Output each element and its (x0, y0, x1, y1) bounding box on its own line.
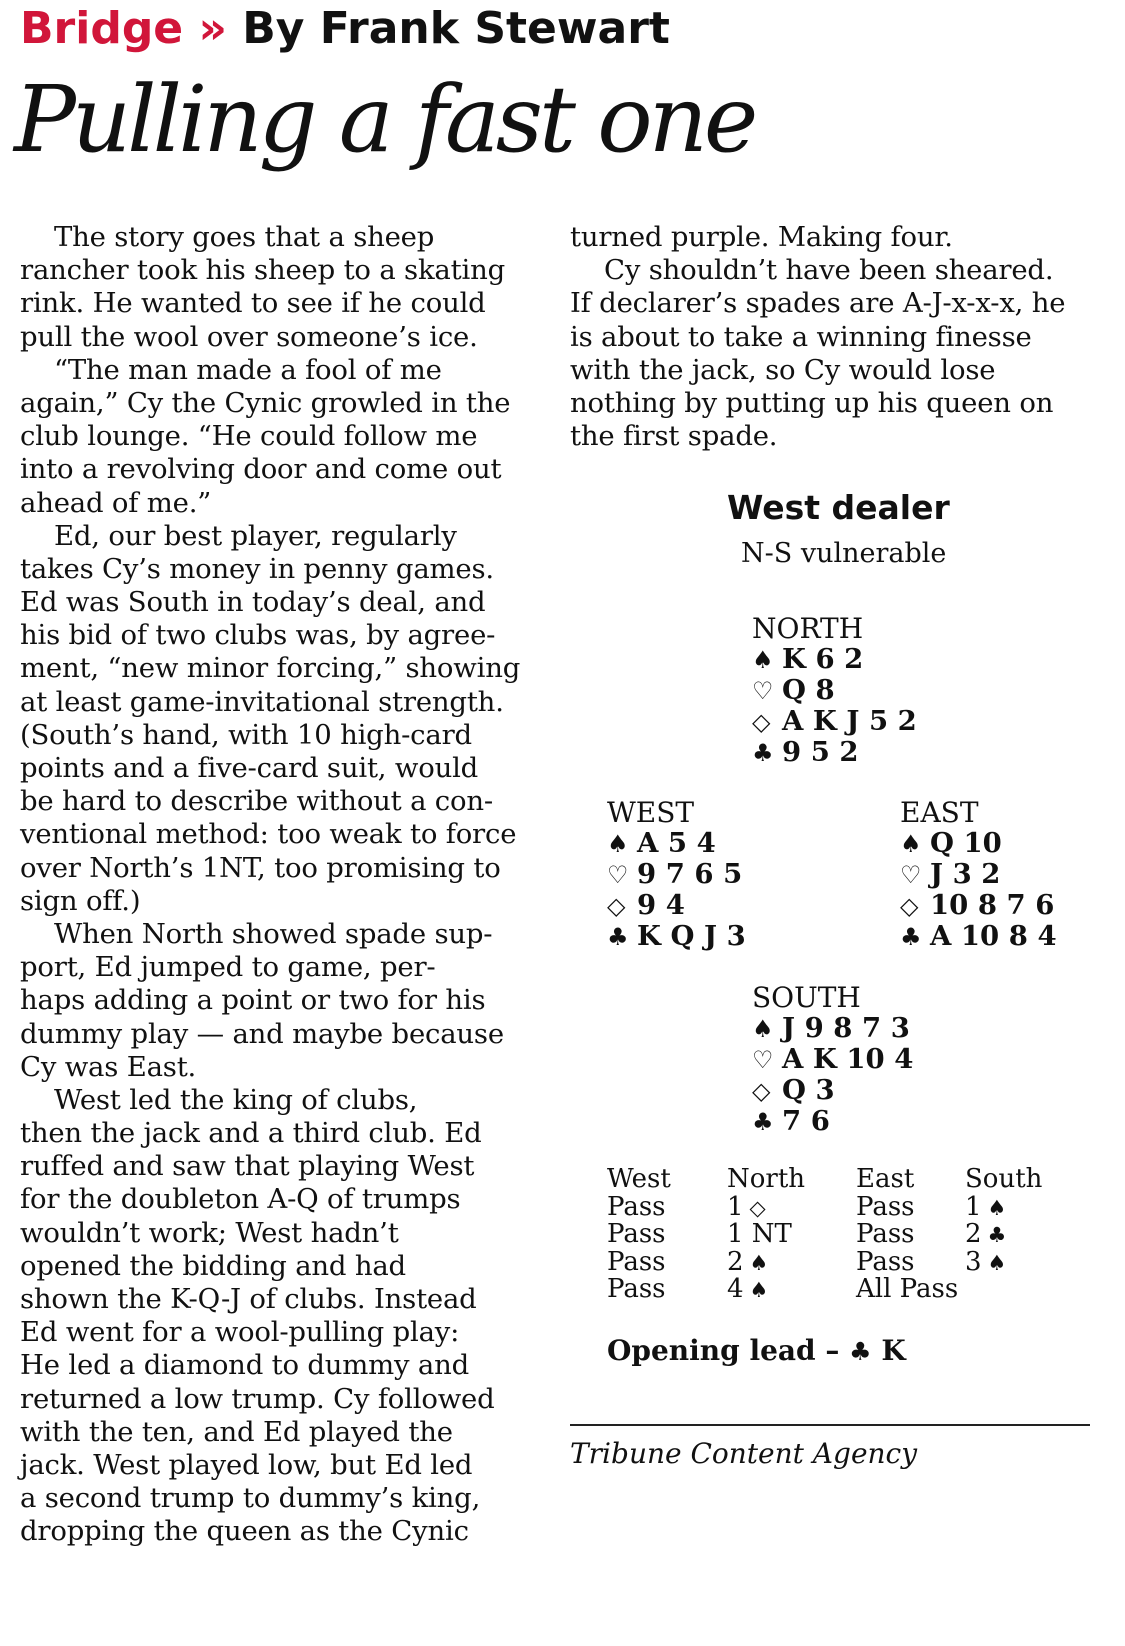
spade-suit-icon: ♠ (900, 830, 922, 858)
bid-level: 2 (965, 1219, 982, 1249)
card-list: A K J 5 2 (782, 705, 917, 737)
body-line: haps adding a point or two for his (20, 984, 486, 1017)
hand-north (752, 613, 917, 768)
suit-holding (752, 1075, 913, 1106)
vulnerability-note: N-S vulnerable (741, 538, 947, 569)
heart-suit-icon: ♡ (752, 677, 774, 705)
auction-header: South (965, 1164, 1043, 1194)
body-line: If declarer’s spades are A-J-x-x-x, he (570, 287, 1066, 320)
suit-holding (752, 706, 917, 737)
bid-level: 2 (727, 1246, 744, 1277)
bid-level: 4 (727, 1274, 744, 1304)
suit-holding (752, 737, 917, 768)
suit-holding (900, 828, 1057, 859)
diamond-suit-icon: ◇ (749, 1195, 766, 1220)
body-line: with the jack, so Cy would lose (570, 353, 996, 386)
suit-holding (752, 1044, 913, 1075)
card-list: K 6 2 (782, 643, 864, 675)
auction-bid (965, 1191, 1042, 1222)
auction-bid: Pass (607, 1219, 666, 1249)
auction-header: West (607, 1164, 671, 1194)
club-suit-icon: ♣ (752, 1108, 774, 1136)
diamond-suit-icon: ◇ (752, 1077, 771, 1105)
suit-holding (752, 1013, 913, 1044)
auction-bid: Pass (856, 1246, 915, 1277)
bid-level: 1 (965, 1191, 982, 1222)
auction-bid (965, 1221, 1042, 1249)
body-line: Cy shouldn’t have been sheared. (604, 254, 1054, 287)
bid-level: 1 (727, 1191, 744, 1222)
body-line: port, Ed jumped to game, per- (20, 951, 436, 984)
card-list: 9 5 2 (782, 736, 859, 768)
body-line: rancher took his sheep to a skating (20, 254, 505, 287)
auction-bid: Pass (607, 1191, 666, 1222)
bid-level: 1 NT (727, 1219, 792, 1249)
hand-west (607, 797, 746, 952)
body-line: sign off.) (20, 884, 141, 917)
body-line: with the ten, and Ed played the (20, 1415, 453, 1448)
suit-holding (900, 921, 1057, 952)
auction-column-west (607, 1166, 671, 1304)
body-line: then the jack and a third club. Ed (20, 1117, 482, 1150)
body-line: ment, “new minor forcing,” showing (20, 652, 521, 685)
suit-holding (607, 921, 746, 952)
diamond-suit-icon: ◇ (900, 892, 919, 920)
opening-lead (607, 1334, 906, 1369)
body-line: a second trump to dummy’s king, (20, 1482, 481, 1515)
dealer-heading: West dealer (727, 488, 950, 527)
card-list: A K 10 4 (782, 1043, 914, 1075)
suit-holding (607, 828, 746, 859)
auction-bid (727, 1221, 805, 1249)
spade-suit-icon: ♠ (752, 1015, 774, 1043)
body-line: “The man made a fool of me (54, 353, 442, 386)
section-label: Bridge (20, 3, 184, 54)
body-line: nothing by putting up his queen on (570, 386, 1054, 419)
hand-label: SOUTH (752, 981, 861, 1014)
body-line: Ed was South in today’s deal, and (20, 586, 486, 619)
body-line: Ed, our best player, regularly (54, 519, 457, 552)
spade-suit-icon: ♠ (987, 1250, 1007, 1275)
opening-lead-card: K (881, 1334, 906, 1367)
credit-line: Tribune Content Agency (570, 1437, 918, 1470)
suit-holding (752, 675, 917, 706)
body-line: into a revolving door and come out (20, 453, 502, 486)
body-line: wouldn’t work; West hadn’t (20, 1216, 399, 1249)
body-line: When North showed spade sup- (54, 917, 493, 950)
card-list: 10 8 7 6 (930, 889, 1055, 921)
body-line: The story goes that a sheep (54, 221, 435, 253)
body-line: opened the bidding and had (20, 1249, 406, 1282)
heart-suit-icon: ♡ (607, 861, 629, 889)
card-list: J 3 2 (930, 858, 1001, 890)
body-line: dropping the queen as the Cynic (20, 1515, 469, 1548)
body-line: over North’s 1NT, too promising to (20, 851, 501, 884)
card-list: Q 10 (930, 827, 1002, 859)
spade-suit-icon: ♠ (987, 1195, 1007, 1220)
card-list: 9 4 (637, 889, 685, 921)
auction-column-north (727, 1166, 805, 1304)
body-line: at least game-invitational strength. (20, 685, 504, 718)
body-line: (South’s hand, with 10 high-card (20, 718, 472, 751)
diamond-suit-icon: ◇ (607, 892, 626, 920)
body-line: turned purple. Making four. (570, 221, 953, 253)
body-line: pull the wool over someone’s ice. (20, 320, 478, 353)
section-kicker (20, 0, 670, 58)
body-line: for the doubleton A-Q of trumps (20, 1183, 461, 1216)
suit-holding (900, 890, 1057, 921)
body-line: Ed went for a wool-pulling play: (20, 1316, 460, 1349)
hand-east (900, 797, 1057, 952)
auction-bid: Pass (856, 1191, 915, 1222)
card-list: 9 7 6 5 (637, 858, 743, 890)
heart-suit-icon: ♡ (752, 1046, 774, 1074)
suit-holding (900, 859, 1057, 890)
club-suit-icon: ♣ (987, 1223, 1007, 1247)
hand-south (752, 982, 913, 1137)
auction-bid (727, 1191, 805, 1222)
auction-column-south (965, 1166, 1042, 1276)
club-suit-icon: ♣ (900, 923, 922, 951)
auction-bid: Pass (607, 1274, 666, 1304)
body-line: ruffed and saw that playing West (20, 1150, 475, 1183)
club-suit-icon: ♣ (607, 923, 629, 951)
body-line: dummy play — and maybe because (20, 1017, 504, 1050)
auction-bid: All Pass (856, 1274, 959, 1304)
suit-holding (752, 1106, 913, 1137)
opening-lead-label: Opening lead – (607, 1334, 840, 1367)
body-line: returned a low trump. Cy followed (20, 1382, 495, 1415)
spade-suit-icon: ♠ (749, 1278, 769, 1302)
divider-rule (570, 1424, 1090, 1426)
auction-header: East (856, 1164, 915, 1194)
hand-label: NORTH (752, 612, 864, 645)
suit-holding (607, 859, 746, 890)
article-column-right (570, 221, 1100, 453)
body-line: Cy was East. (20, 1050, 197, 1083)
suit-holding (752, 644, 917, 675)
spade-suit-icon: ♠ (752, 646, 774, 674)
auction-bid (727, 1246, 805, 1277)
auction-bid: Pass (856, 1219, 915, 1249)
hand-label: WEST (607, 796, 695, 829)
body-line: be hard to describe without a con- (20, 785, 493, 818)
auction-column-east (856, 1166, 958, 1304)
auction-bid: Pass (607, 1246, 666, 1277)
bid-level: 3 (965, 1246, 982, 1277)
card-list: Q 3 (782, 1074, 835, 1106)
card-list: J 9 8 7 3 (782, 1012, 910, 1044)
spade-suit-icon: ♠ (749, 1250, 769, 1275)
card-list: A 10 8 4 (930, 920, 1057, 952)
body-line: the first spade. (570, 420, 778, 453)
body-line: West led the king of clubs, (54, 1083, 418, 1116)
article-column-left (20, 221, 550, 1549)
body-line: He led a diamond to dummy and (20, 1349, 470, 1382)
body-line: club lounge. “He could follow me (20, 420, 478, 453)
card-list: 7 6 (782, 1105, 830, 1137)
body-line: jack. West played low, but Ed led (20, 1448, 473, 1481)
auction-bid (965, 1246, 1042, 1277)
card-list: K Q J 3 (637, 920, 746, 952)
body-line: points and a five-card suit, would (20, 752, 479, 784)
body-line: his bid of two clubs was, by agree- (20, 619, 496, 652)
author-byline: By Frank Stewart (242, 3, 670, 54)
suit-holding (607, 890, 746, 921)
diamond-suit-icon: ◇ (752, 708, 771, 736)
kicker-separator: » (198, 3, 227, 54)
club-suit-icon: ♣ (752, 739, 774, 767)
body-line: rink. He wanted to see if he could (20, 287, 486, 320)
body-line: takes Cy’s money in penny games. (20, 552, 494, 585)
body-line: shown the K-Q-J of clubs. Instead (20, 1283, 477, 1315)
card-list: Q 8 (782, 674, 835, 706)
body-line: is about to take a winning finesse (570, 320, 1032, 353)
card-list: A 5 4 (637, 827, 716, 859)
spade-suit-icon: ♠ (607, 830, 629, 858)
body-line: again,” Cy the Cynic growled in the (20, 386, 511, 419)
hand-label: EAST (900, 796, 979, 829)
auction-header: North (727, 1164, 806, 1194)
body-line: ahead of me.” (20, 486, 212, 519)
auction-bid (727, 1276, 805, 1304)
body-line: ventional method: too weak to force (20, 818, 517, 851)
club-suit-icon: ♣ (849, 1337, 872, 1366)
headline: Pulling a fast one (14, 66, 755, 173)
heart-suit-icon: ♡ (900, 861, 922, 889)
